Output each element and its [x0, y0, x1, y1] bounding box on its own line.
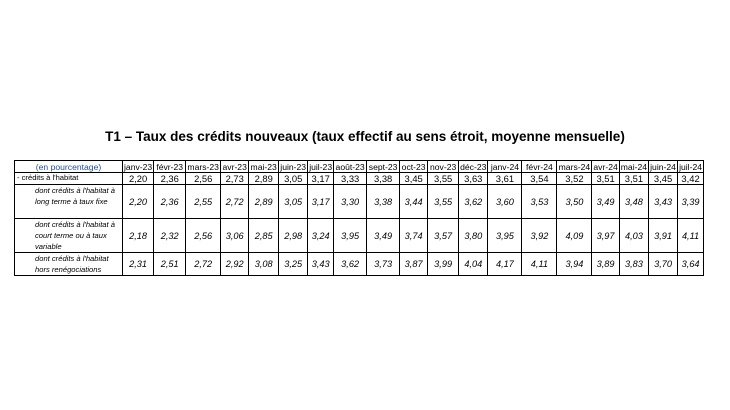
unit-label: (en pourcentage)	[15, 161, 123, 173]
table-cell: 3,94	[557, 253, 592, 276]
table-cell: 3,17	[308, 185, 334, 219]
column-header: juin-24	[650, 161, 676, 172]
table-cell: 3,06	[221, 219, 249, 253]
table-cell: 3,92	[522, 219, 557, 253]
table-cell: 3,64	[678, 253, 704, 276]
table-cell: 2,20	[123, 173, 154, 185]
table-cell: 3,05	[279, 185, 308, 219]
table-cell: 2,56	[186, 173, 221, 185]
column-header: déc-23	[460, 161, 487, 172]
table-cell: 3,05	[279, 173, 308, 185]
column-header: juil-24	[679, 161, 703, 172]
table-cell: 3,24	[308, 219, 334, 253]
table-cell: 3,54	[522, 173, 557, 185]
table-cell: 3,48	[619, 185, 648, 219]
table-cell: 2,89	[249, 173, 279, 185]
column-header: mars-24	[558, 161, 591, 172]
table-cell: 2,92	[221, 253, 249, 276]
table-cell: 2,32	[154, 219, 186, 253]
table-cell: 3,39	[678, 185, 704, 219]
table-cell: 2,55	[186, 185, 221, 219]
table-row	[15, 173, 704, 185]
column-header: mars-23	[187, 161, 219, 172]
table-cell: 3,49	[367, 219, 400, 253]
table-cell: 2,18	[123, 219, 154, 253]
table-title: T1 – Taux des crédits nouveaux (taux effectif au sens étroit, moyenne mensuelle)	[105, 129, 625, 144]
table-cell: 3,51	[619, 173, 648, 185]
table-cell: 3,38	[367, 173, 400, 185]
column-header: juil-23	[309, 161, 333, 172]
table-cell: 3,49	[592, 185, 619, 219]
table-cell: 4,03	[619, 219, 648, 253]
table-cell: 3,43	[649, 185, 678, 219]
column-header: oct-23	[400, 161, 428, 173]
table-cell: 2,36	[154, 185, 186, 219]
table-cell: 2,85	[249, 219, 279, 253]
header-row	[15, 161, 704, 173]
table-cell: 4,09	[557, 219, 592, 253]
table-row	[15, 185, 704, 219]
table-cell: 4,17	[488, 253, 522, 276]
table-cell: 3,17	[308, 173, 334, 185]
table-cell: 3,80	[459, 219, 488, 253]
table-cell: 2,31	[123, 253, 154, 276]
table-cell: 3,30	[334, 185, 367, 219]
column-header: sept-23	[367, 161, 400, 173]
table-cell: 3,97	[592, 219, 619, 253]
table-cell: 3,63	[459, 173, 488, 185]
table-cell: 3,45	[649, 173, 678, 185]
table-cell: 3,95	[334, 219, 367, 253]
table-cell: 3,38	[367, 185, 400, 219]
column-header: févr-24	[522, 161, 557, 173]
column-header: août-23	[335, 161, 365, 172]
table-cell: 3,25	[279, 253, 308, 276]
table-cell: 3,62	[459, 185, 488, 219]
table-cell: 3,50	[557, 185, 592, 219]
table-cell: 2,20	[123, 185, 154, 219]
table-cell: 3,60	[488, 185, 522, 219]
table-cell: 4,04	[459, 253, 488, 276]
table-cell: 3,95	[488, 219, 522, 253]
table-cell: 2,73	[221, 173, 249, 185]
column-header: mai-24	[620, 161, 648, 172]
table-cell: 3,44	[400, 185, 428, 219]
table-cell: 3,51	[592, 173, 619, 185]
row-label: dont crédits à l'habitat à court terme ou à taux variable	[15, 219, 123, 253]
row-label: dont crédits à l'habitat hors renégociations	[15, 253, 123, 276]
table-cell: 3,52	[557, 173, 592, 185]
column-header: mai-23	[250, 161, 277, 172]
table-cell: 2,72	[221, 185, 249, 219]
table-cell: 3,83	[619, 253, 648, 276]
table-cell: 3,74	[400, 219, 428, 253]
table-cell: 3,62	[334, 253, 367, 276]
table-cell: 3,45	[400, 173, 428, 185]
table-row	[15, 253, 704, 276]
table-cell: 2,72	[186, 253, 221, 276]
table-cell: 4,11	[678, 219, 704, 253]
row-label: - crédits à l'habitat	[15, 173, 123, 185]
table-cell: 2,89	[249, 185, 279, 219]
table-cell: 3,08	[249, 253, 279, 276]
column-header: janv-23	[124, 161, 153, 172]
table-cell: 3,87	[400, 253, 428, 276]
table-cell: 3,42	[678, 173, 704, 185]
table-cell: 3,91	[649, 219, 678, 253]
table-cell: 4,11	[522, 253, 557, 276]
table-body	[15, 173, 704, 276]
column-header: févr-23	[154, 161, 186, 173]
table-cell: 3,89	[592, 253, 619, 276]
table-cell: 3,57	[428, 219, 459, 253]
table-cell: 3,73	[367, 253, 400, 276]
table-cell: 3,99	[428, 253, 459, 276]
table-cell: 2,36	[154, 173, 186, 185]
table-cell: 3,33	[334, 173, 367, 185]
table-cell: 2,51	[154, 253, 186, 276]
column-header: nov-23	[428, 161, 459, 173]
table-cell: 3,55	[428, 185, 459, 219]
column-header: avr-24	[593, 161, 618, 172]
rates-table	[14, 160, 704, 276]
table-cell: 3,43	[308, 253, 334, 276]
table-cell: 3,55	[428, 173, 459, 185]
column-header: janv-24	[488, 161, 522, 173]
column-header: avr-23	[222, 161, 247, 172]
table-cell: 3,53	[522, 185, 557, 219]
table-row	[15, 219, 704, 253]
table-cell: 2,56	[186, 219, 221, 253]
column-header: juin-23	[280, 161, 307, 172]
row-label: dont crédits à l'habitat à long terme à taux fixe	[15, 185, 123, 219]
table-cell: 3,70	[649, 253, 678, 276]
table-cell: 2,98	[279, 219, 308, 253]
table-cell: 3,61	[488, 173, 522, 185]
